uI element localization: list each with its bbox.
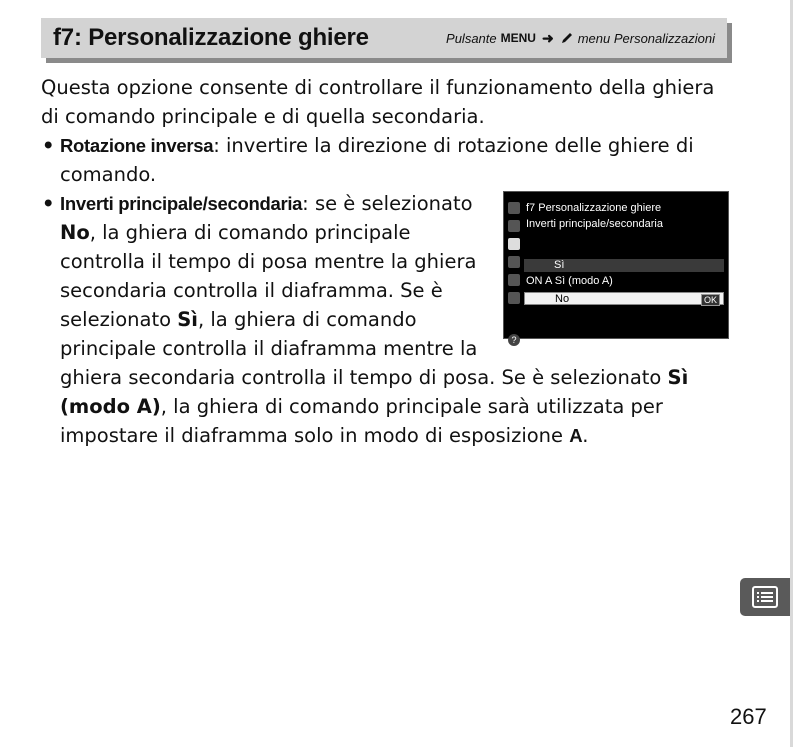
help-icon: ? — [508, 334, 520, 346]
page-number: 267 — [730, 704, 767, 729]
camera-option-no — [524, 292, 724, 305]
my-menu-icon — [508, 292, 520, 304]
bullet-2-end: . — [582, 424, 589, 447]
wrench-icon — [508, 256, 520, 268]
page-edge-rule — [790, 0, 793, 747]
pencil-icon — [560, 31, 574, 45]
bullet-2-text-2: , la ghiera di comando principale controlla il tempo di posa mentre la ghiera secondaria controlla il diaframma. Se è selezionato — [60, 221, 477, 331]
menu-path — [446, 30, 715, 47]
camera-menu-screenshot — [503, 191, 729, 345]
bullet-1-text: : invertire la direzione di rotazione delle ghiere di comando. — [60, 134, 694, 186]
menu-path-suffix: menu Personalizzazioni — [577, 30, 715, 46]
camera-icon — [508, 220, 520, 232]
value-no: No — [60, 221, 90, 244]
menu-guide-tab[interactable] — [740, 578, 790, 616]
camera-option-si: Sì — [524, 259, 724, 272]
intro-paragraph: Questa opzione consente di controllare il funzionamento della ghiera di comando principale e di quella secondaria. — [41, 76, 715, 128]
bullet-2-text-1: : se è selezionato — [302, 192, 473, 215]
camera-menu-title: f7 Personalizzazione ghiere — [526, 202, 662, 214]
value-si-modo-a: Sì (modo A) — [60, 366, 689, 418]
list-item — [41, 131, 731, 189]
bullet-dot: • — [42, 134, 55, 157]
section-title: f7: Personalizzazione ghiere — [53, 24, 369, 51]
option-list — [41, 131, 731, 450]
camera-option-no-label: No — [555, 293, 570, 305]
term-rotazione-inversa: Rotazione inversa — [60, 135, 214, 156]
body-text — [41, 73, 731, 450]
retouch-icon — [508, 274, 520, 286]
value-si: Sì — [177, 308, 198, 331]
camera-menu-sidebar — [507, 202, 521, 345]
list-menu-icon — [752, 586, 778, 608]
value-mode-a: A — [569, 425, 583, 446]
bullet-2-text-4: , la ghiera di comando principale sarà utilizzata per impostare il diaframma solo in modo di esposizione — [60, 395, 663, 447]
list-item — [41, 189, 731, 450]
ok-badge: OK — [701, 294, 720, 306]
menu-path-prefix: Pulsante — [446, 30, 497, 46]
arrow-right-icon: ➜ — [541, 29, 554, 46]
bullet-2-text-3: , la ghiera di comando principale controlla il diaframma mentre la ghiera secondaria controlla il tempo di posa. Se è selezionato — [60, 308, 668, 389]
term-inverti: Inverti principale/secondaria — [60, 193, 303, 214]
section-header — [41, 18, 727, 58]
bullet-dot: • — [42, 192, 55, 215]
camera-menu-subtitle: Inverti principale/secondaria — [526, 218, 663, 230]
playback-menu-icon — [508, 202, 520, 214]
menu-path-menu-word: MENU — [500, 31, 536, 45]
camera-option-si-modo-a: ON A Sì (modo A) — [526, 275, 613, 287]
pencil-menu-icon — [508, 238, 520, 250]
